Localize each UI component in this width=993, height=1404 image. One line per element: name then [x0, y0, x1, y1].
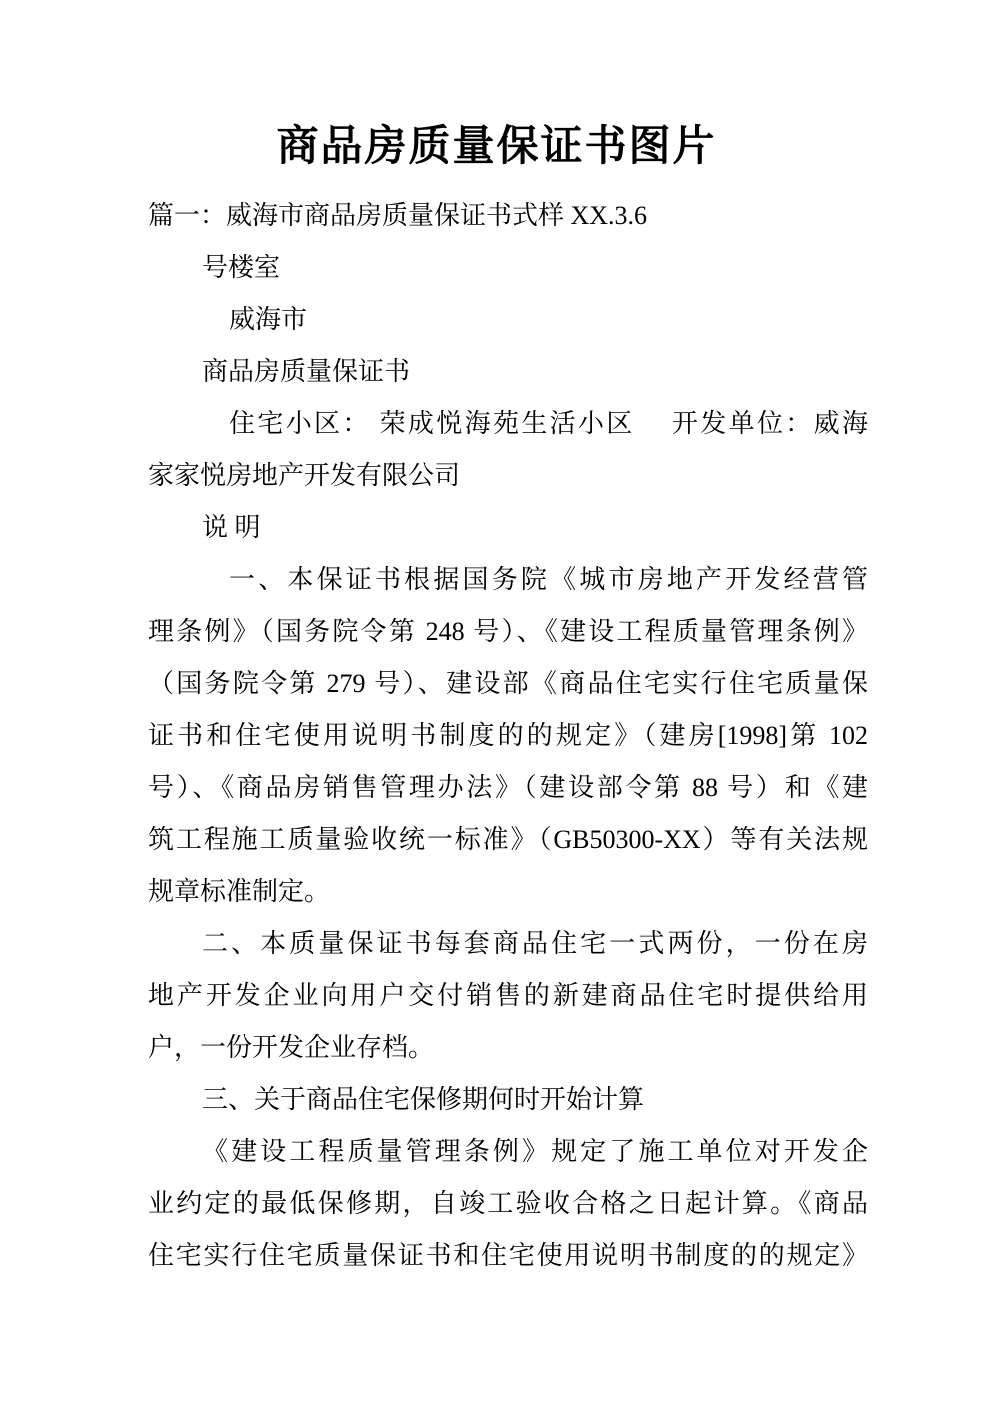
text-line: 筑工程施工质量验收统一标准》（GB50300-XX）等有关法规 — [148, 825, 868, 854]
text-line: 一、本保证书根据国务院《城市房地产开发经营管 — [229, 565, 868, 594]
text-line: 住宅实行住宅质量保证书和住宅使用说明书制度的的规定》 — [148, 1241, 868, 1270]
text-line: 威海市 — [229, 305, 308, 334]
document-body — [148, 190, 868, 1282]
text-line: 业约定的最低保修期，自竣工验收合格之日起计算。《商品 — [148, 1189, 868, 1218]
text-line: 理条例》（国务院令第 248 号）、《建设工程质量管理条例》 — [148, 617, 868, 646]
text-line: 说 明 — [202, 513, 261, 542]
text-line: （国务院令第 279 号）、建设部《商品住宅实行住宅质量保 — [148, 669, 868, 698]
text-line: 家家悦房地产开发有限公司 — [148, 461, 461, 490]
text-line: 三、关于商品住宅保修期何时开始计算 — [202, 1085, 645, 1114]
text-line: 二、本质量保证书每套商品住宅一式两份，一份在房 — [202, 929, 868, 958]
text-line: 地产开发企业向用户交付销售的新建商品住宅时提供给用 — [148, 981, 868, 1010]
text-line: 篇一：威海市商品房质量保证书式样 XX.3.6 — [148, 201, 648, 230]
text-line: 号）、《商品房销售管理办法》（建设部令第 88 号）和《建 — [148, 773, 868, 802]
text-line: 《建设工程质量管理条例》规定了施工单位对开发企 — [202, 1137, 868, 1166]
text-line: 商品房质量保证书 — [202, 357, 411, 386]
text-line: 号楼室 — [202, 253, 281, 282]
text-line: 户，一份开发企业存档。 — [148, 1033, 435, 1062]
text-line: 规章标准制定。 — [148, 877, 331, 906]
document-title: 商品房质量保证书图片 — [276, 124, 717, 170]
text-line: 住宅小区： 荣成悦海苑生活小区 开发单位：威海 — [229, 409, 868, 438]
text-line: 证书和住宅使用说明书制度的的规定》（建房[1998]第 102 — [148, 721, 868, 750]
